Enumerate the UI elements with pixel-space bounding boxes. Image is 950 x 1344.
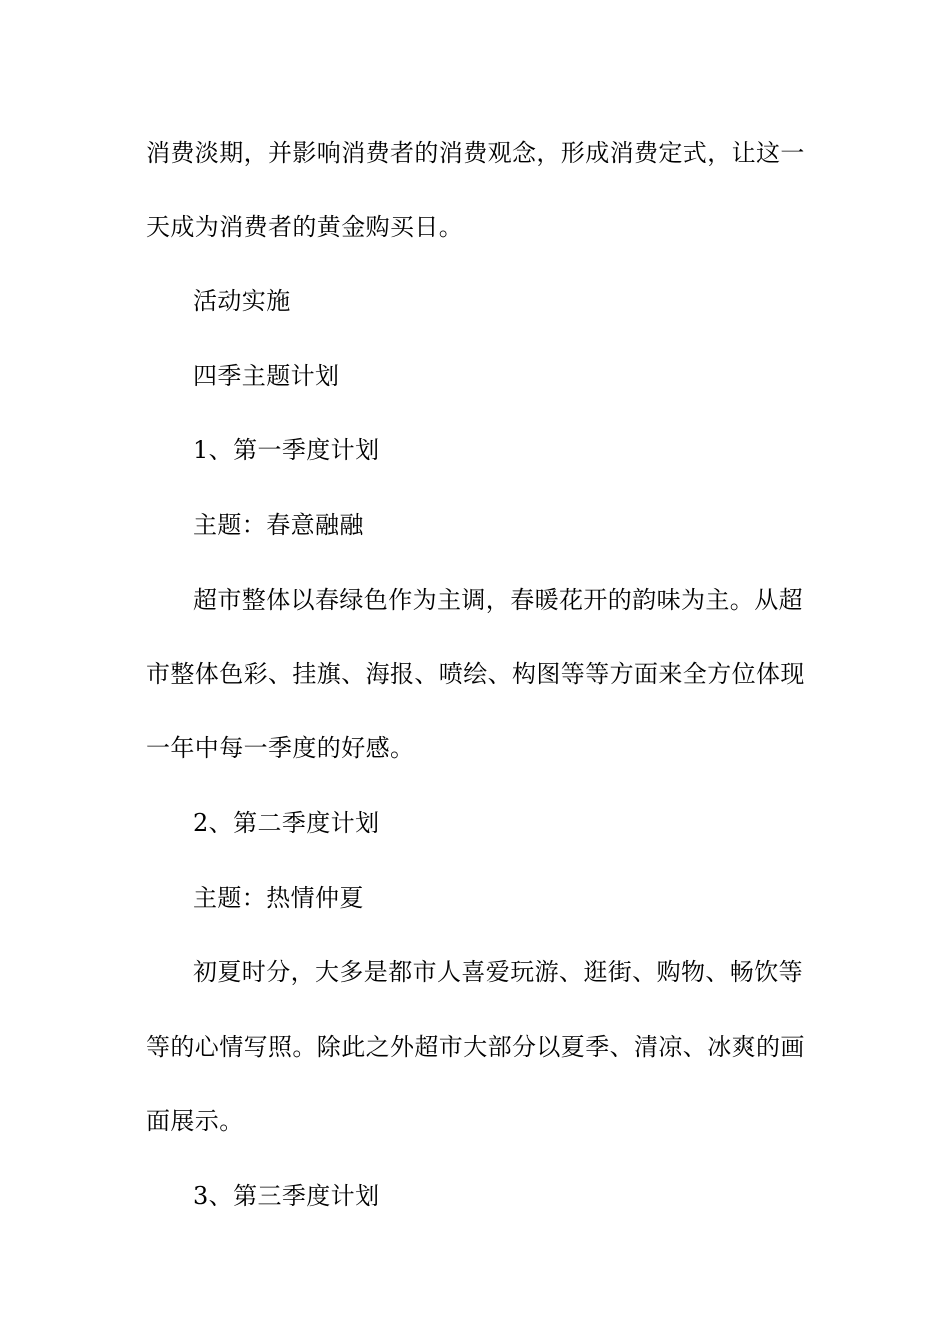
theme-line: 主题：春意融融 <box>193 511 364 539</box>
paragraph-line: 初夏时分，大多是都市人喜爱玩游、逛街、购物、畅饮等 <box>193 958 803 986</box>
section-heading: 活动实施 <box>193 287 291 315</box>
paragraph-line: 市整体色彩、挂旗、海报、喷绘、构图等等方面来全方位体现 <box>146 660 805 688</box>
subsection-heading: 1、第一季度计划 <box>193 436 380 464</box>
paragraph-line: 等的心情写照。除此之外超市大部分以夏季、清凉、冰爽的画 <box>146 1033 805 1061</box>
paragraph-line: 消费淡期，并影响消费者的消费观念，形成消费定式，让这一 <box>146 139 805 167</box>
paragraph-line: 天成为消费者的黄金购买日。 <box>146 213 464 241</box>
theme-line: 主题：热情仲夏 <box>193 884 364 912</box>
section-heading: 四季主题计划 <box>193 362 340 390</box>
paragraph-line: 面展示。 <box>146 1107 244 1135</box>
paragraph-line: 一年中每一季度的好感。 <box>146 734 415 762</box>
paragraph-line: 超市整体以春绿色作为主调，春暖花开的韵味为主。从超 <box>193 586 803 614</box>
subsection-heading: 2、第二季度计划 <box>193 809 380 837</box>
subsection-heading: 3、第三季度计划 <box>193 1182 380 1210</box>
